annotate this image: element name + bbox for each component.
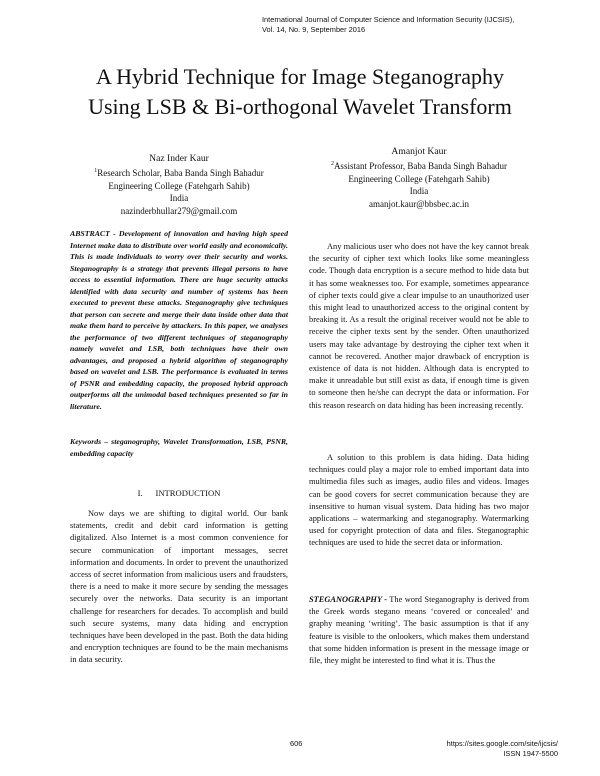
right-column-paragraph-1 (309, 241, 529, 412)
encryption-paragraph: Any malicious user who does not have the key cannot break the security of cipher text which looks like some meaningless code. Though data encryption is a secure method to hide data but it has some weaknesses too. For example, sometimes appearance of cipher texts could give a clear impulse to an unauthorized user this might lead to unauthorized access to the original content by breaking it. As a result the original receiver would not be able to receive the cipher texts sent by the sender. Often unauthorized users may take advantage by destroying the cipher text when it cannot be recovered. Another major drawback of encryption is existence of data is not hidden. Although data is encrypted to make it unreadable but still exist as data, if enough time is given to someone then he/she can decrypt the data or information. For this reason research on data hiding has been increasing recently. (309, 242, 529, 410)
title-line-2: Using LSB & Bi-orthogonal Wavelet Transform (88, 94, 512, 119)
author-2-name: Amanjot Kaur (391, 146, 447, 157)
author-2-email[interactable]: amanjot.kaur@bbsbec.ac.in (368, 198, 469, 209)
section-title: INTRODUCTION (155, 488, 221, 498)
keywords (70, 436, 288, 459)
section-heading-introduction (70, 488, 288, 498)
title-line-1: A Hybrid Technique for Image Steganography (96, 64, 504, 89)
page-number: 606 (290, 739, 303, 748)
abstract-text: ABSTRACT - Development of innovation and having high speed Internet make data to distribute over world easily and economically. This is made individuals to worry over their security and works. Steganography is a strategy that prevents illegal persons to have access to essential information. There are huge security attacks identified with data security and number of systems has been executed to prevent these attacks. Steganography give techniques that person can secrete and merge their data inside other data that make them hard to perceive by attackers. In this paper, we analyses the performance of two different techniques of steganography namely wavelet and LSB, both techniques have their own advantages, and proposed a hybrid algorithm of steganography based on wavelet and LSB. The performance is evaluated in terms of PSNR and embedding capacity, the proposed hybrid approach outperforms all the unimodal based techniques presented so far in literature. (70, 229, 288, 411)
journal-url[interactable]: https://sites.google.com/site/ijcsis/ (446, 739, 558, 748)
author-1-college: Engineering College (Fatehgarh Sahib) (108, 180, 250, 191)
author-2-block (309, 146, 529, 210)
section-number: I. (137, 488, 143, 498)
data-hiding-paragraph: A solution to this problem is data hiding. Data hiding techniques could play a major role to embed important data into multimedia files such as images, audio files and videos. Images can be good covers for secret communication because they are insensitive to human visual system. Data hiding has two major applications – watermarking and steganography. Watermarking used for copyright protection of data and files. Steganographic techniques are used to hide the secret data or information. (309, 453, 529, 548)
author-2-sup: 2 (330, 161, 334, 168)
author-1-country: India (169, 193, 189, 204)
right-column-paragraph-3 (309, 594, 529, 667)
author-2-affiliation: Assistant Professor, Baba Banda Singh Bahadur (333, 161, 508, 172)
steganography-paragraph (309, 594, 529, 667)
author-2-college: Engineering College (Fatehgarh Sahib) (348, 173, 490, 184)
author-1-block (70, 153, 288, 217)
issn: ISSN 1947-5500 (503, 749, 558, 758)
abstract (70, 228, 288, 412)
paper-title (40, 62, 560, 122)
author-2-country: India (409, 186, 429, 197)
journal-name: International Journal of Computer Science and Information Security (IJCSIS), (262, 15, 515, 24)
steganography-term: STEGANOGRAPHY - (309, 595, 387, 604)
journal-header (262, 15, 562, 35)
author-1-email[interactable]: nazinderbhullar279@gmail.com (120, 205, 238, 216)
author-1-sup: 1 (94, 168, 98, 175)
steganography-text: The word Steganography is derived from the Greek words stegano means ‘covered or concealed’ and graphy meaning ‘writing’. The basic assumption is that if any feature is visible to the onlookers, which makes them understand that some hidden information is present in the message image or file, they might be interested to find what it is. Thus the (309, 595, 529, 666)
keywords-text: Keywords – steganography, Wavelet Transformation, LSB, PSNR, embedding capacity (70, 437, 288, 458)
introduction-body (70, 508, 288, 667)
footer-site-info (398, 739, 558, 759)
author-1-name: Naz Inder Kaur (149, 153, 209, 164)
author-1-affiliation: Research Scholar, Baba Banda Singh Bahadur (97, 168, 264, 179)
right-column-paragraph-2 (309, 452, 529, 550)
journal-issue: Vol. 14, No. 9, September 2016 (262, 25, 366, 34)
intro-paragraph: Now days we are shifting to digital world. Our bank statements, credit and debit card information is getting digitalized. Also Internet is a most common convenience for secure communication of important messages, secret information and documents. In order to prevent the unauthorized access of secret information from malicious users and fraudsters, there is a need to make it more secure by sending the messages securely over the networks. Data security is an important challenge for researchers for decades. To accomplish and build such secure systems, many data hiding and encryption techniques have been developed in the past. Both the data hiding and encryption techniques are found to be the main mechanisms in data security. (70, 509, 288, 665)
